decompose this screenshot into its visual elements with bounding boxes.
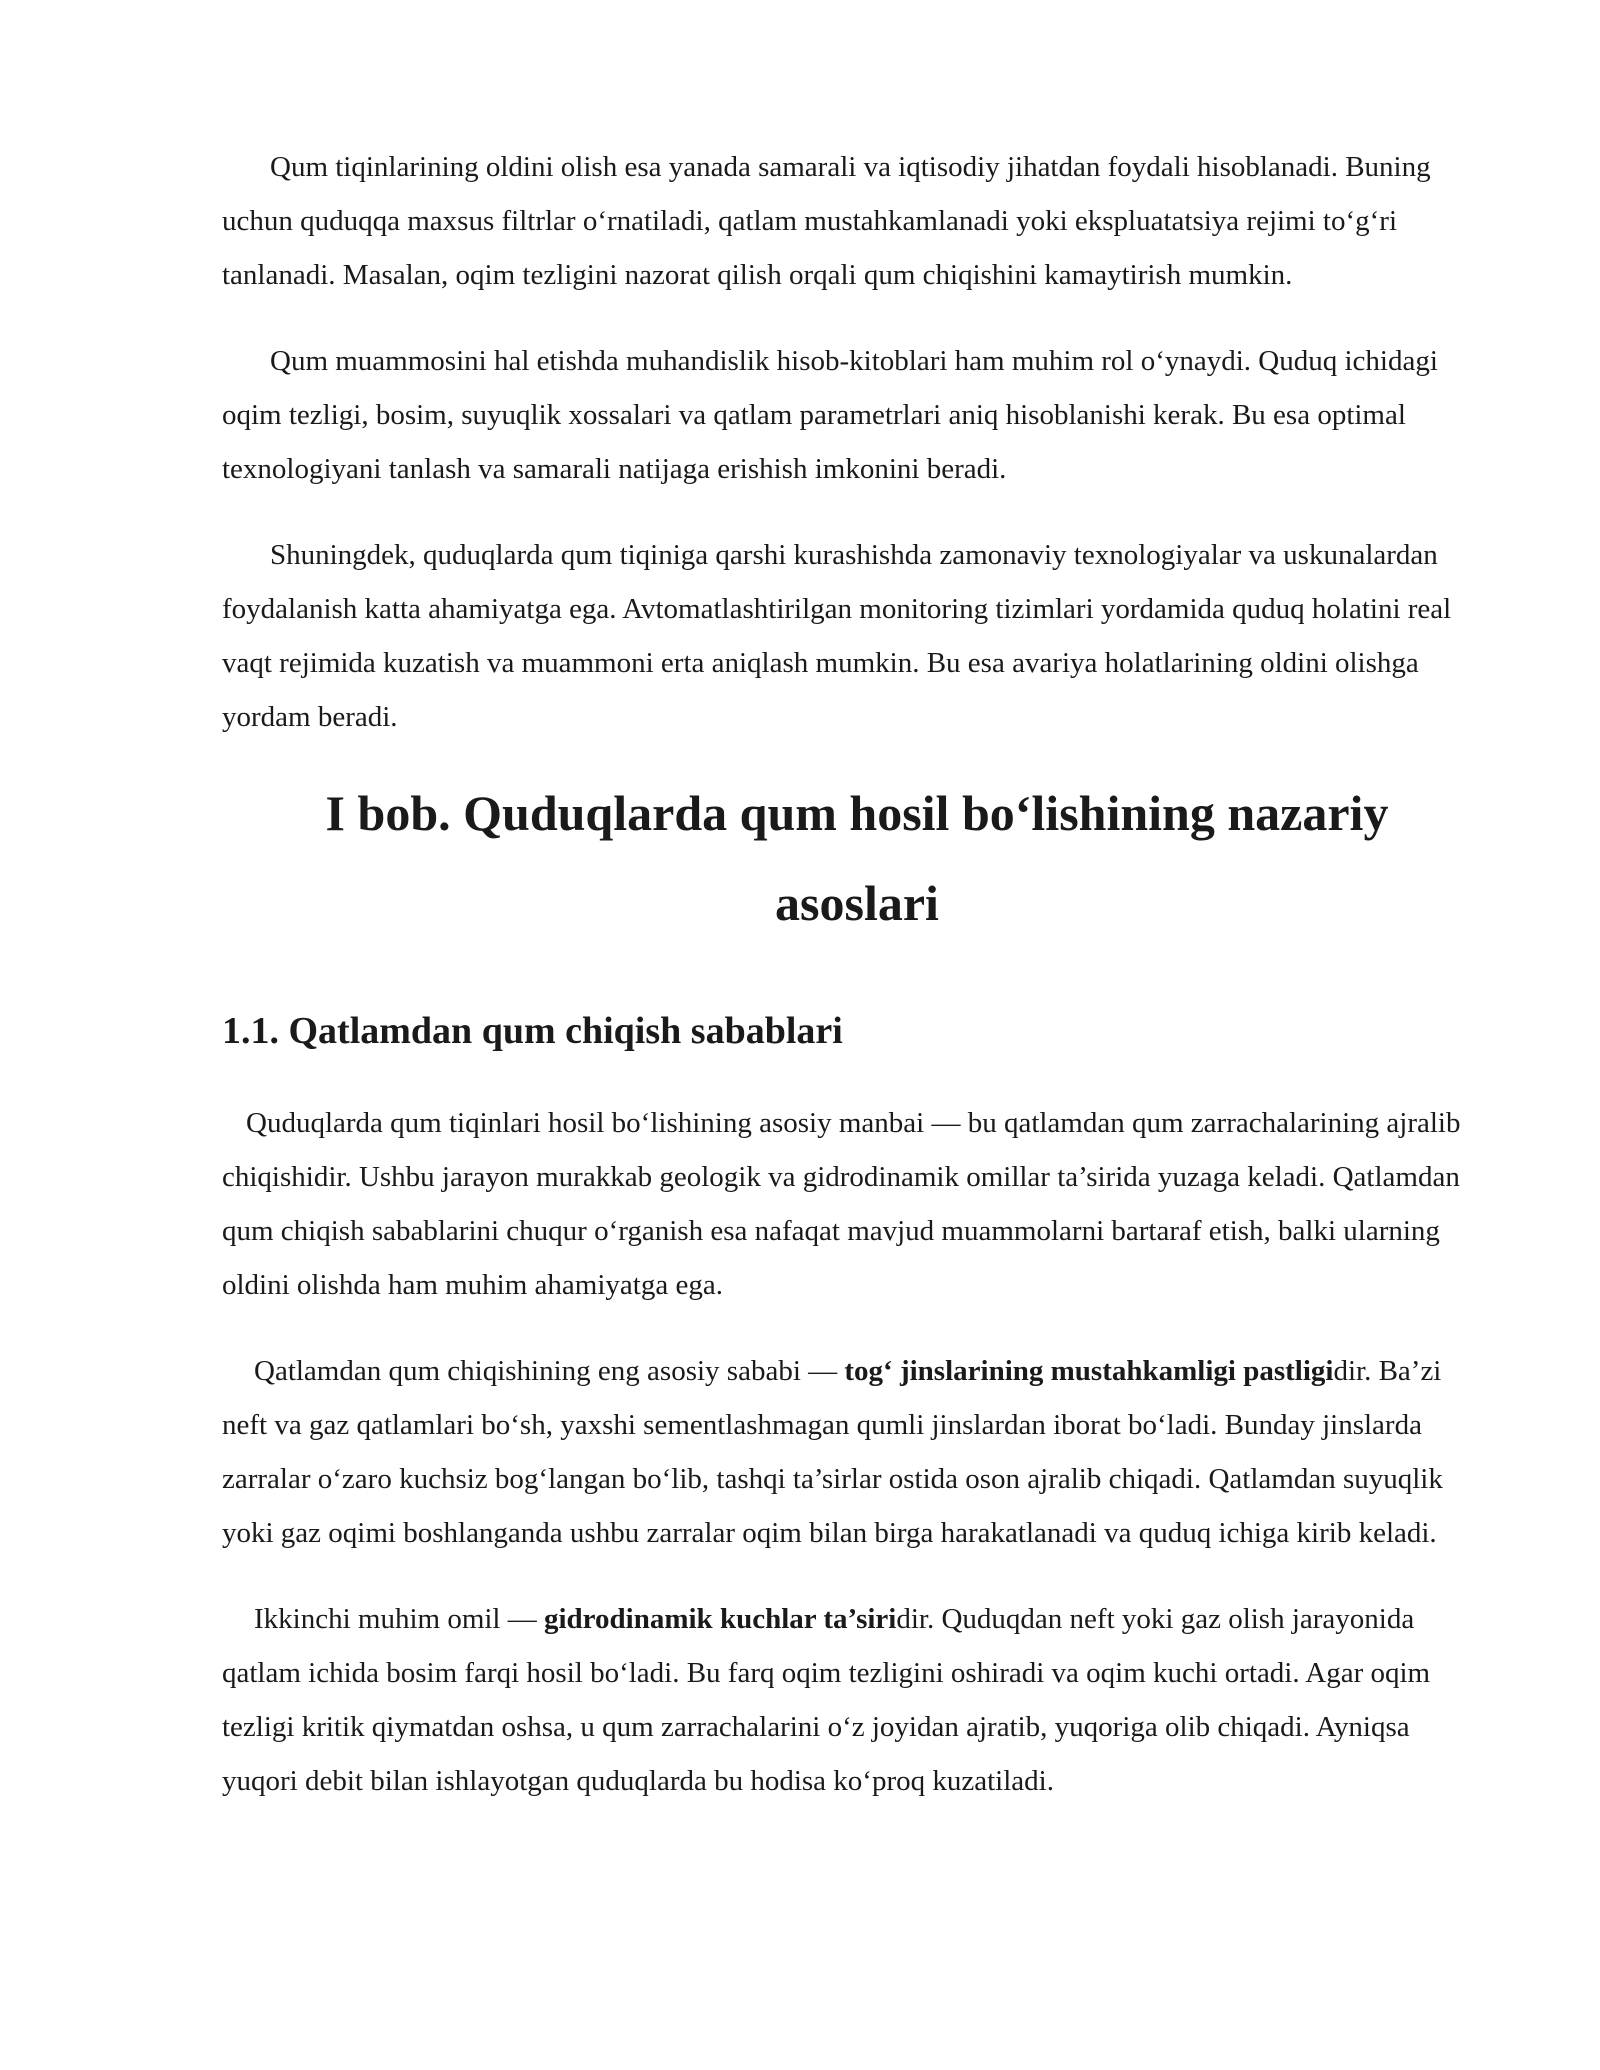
section-paragraph-3 xyxy=(222,1592,1492,1808)
section-paragraph-2 xyxy=(222,1344,1492,1560)
section-paragraph-3-rest: dir. Quduqdan neft yoki gaz olish jarayonida qatlam ichida bosim farqi hosil bo‘ladi. Bu farq oqim tezligini oshiradi va oqim kuchi ortadi. Agar oqim tezligi kritik qiymatdan oshsa, u qum zarrachalarini o‘z joyidan ajratib, yuqoriga olib chiqadi. Ayniqsa yuqori debit bilan ishlayotgan quduqlarda bu hodisa ko‘proq kuzatiladi. xyxy=(222,1603,1431,1797)
section-title: 1.1. Qatlamdan qum chiqish sabablari xyxy=(222,1010,843,1052)
document-page xyxy=(222,140,1492,1808)
section-paragraph-2-lead: Qatlamdan qum chiqishining eng asosiy sababi — xyxy=(254,1355,845,1387)
chapter-title: I bob. Quduqlarda qum hosil bo‘lishining nazariy asoslari xyxy=(325,785,1389,931)
section-paragraph-2-emphasis: tog‘ jinslarining mustahkamligi pastligi xyxy=(844,1355,1334,1387)
intro-paragraph-1: Qum tiqinlarining oldini olish esa yanada samarali va iqtisodiy jihatdan foydali hisoblanadi. Buning uchun quduqqa maxsus filtrlar o‘rnatiladi, qatlam mustahkamlanadi yoki ekspluatatsiya rejimi to‘g‘ri tanlanadi. Masalan, oqim tezligini nazorat qilish orqali qum chiqishini kamaytirish mumkin. xyxy=(222,151,1431,291)
section-paragraph-1: Quduqlarda qum tiqinlari hosil bo‘lishining asosiy manbai — bu qatlamdan qum zarrachalarining ajralib chiqishidir. Ushbu jarayon murakkab geologik va gidrodinamik omillar ta’sirida yuzaga keladi. Qatlamdan qum chiqish sabablarini chuqur o‘rganish esa nafaqat mavjud muammolarni bartaraf etish, balki ularning oldini olishda ham muhim ahamiyatga ega. xyxy=(222,1107,1461,1301)
intro-paragraph-3: Shuningdek, quduqlarda qum tiqiniga qarshi kurashishda zamonaviy texnologiyalar va uskunalardan foydalanish katta ahamiyatga ega. Avtomatlashtirilgan monitoring tizimlari yordamida quduq holatini real vaqt rejimida kuzatish va muammoni erta aniqlash mumkin. Bu esa avariya holatlarining oldini olishga yordam beradi. xyxy=(222,539,1452,733)
section-paragraph-3-emphasis: gidrodinamik kuchlar ta’siri xyxy=(544,1603,897,1635)
section-paragraph-2-rest: dir. Ba’zi neft va gaz qatlamlari bo‘sh, yaxshi sementlashmagan qumli jinslardan iborat bo‘ladi. Bunday jinslarda zarralar o‘zaro kuchsiz bog‘langan bo‘lib, tashqi ta’sirlar ostida oson ajralib chiqadi. Qatlamdan suyuqlik yoki gaz oqimi boshlanganda ushbu zarralar oqim bilan birga harakatlanadi va quduq ichiga kirib keladi. xyxy=(222,1355,1443,1549)
intro-paragraph-2: Qum muammosini hal etishda muhandislik hisob-kitoblari ham muhim rol o‘ynaydi. Quduq ichidagi oqim tezligi, bosim, suyuqlik xossalari va qatlam parametrlari aniq hisoblanishi kerak. Bu esa optimal texnologiyani tanlash va samarali natijaga erishish imkonini beradi. xyxy=(222,345,1438,485)
section-paragraph-3-lead: Ikkinchi muhim omil — xyxy=(254,1603,544,1635)
